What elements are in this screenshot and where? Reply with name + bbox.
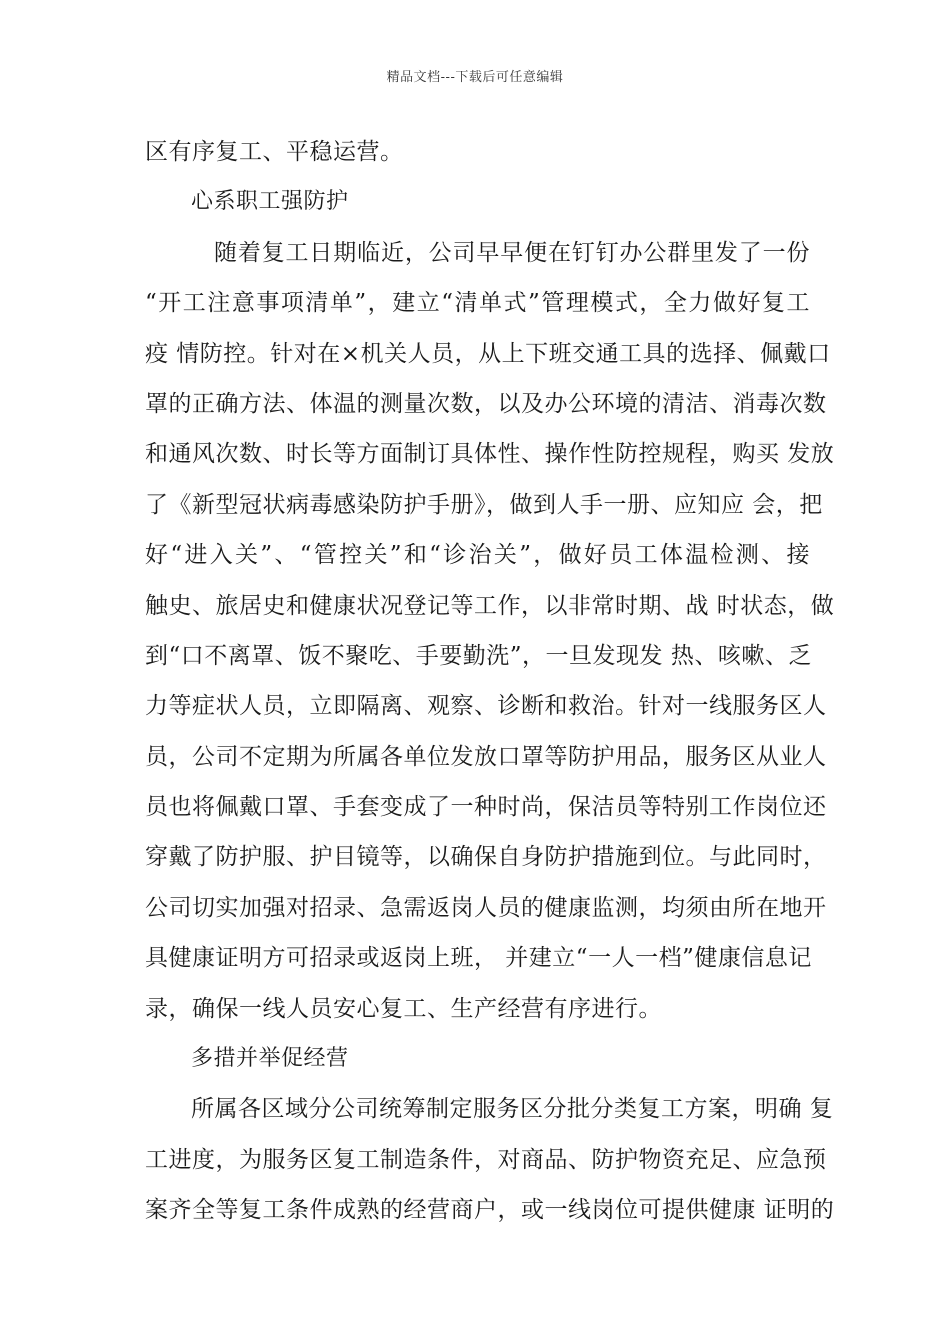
paragraph-line: 好“进入关”、“管控关”和“诊治关”，做好员工体温检测、接	[145, 542, 810, 569]
paragraph-line: 所属各区域分公司统筹制定服务区分批分类复工方案，明确 复	[191, 1096, 834, 1123]
paragraph-line: 公司切实加强对招录、急需返岗人员的健康监测，均须由所在地开	[145, 894, 827, 921]
paragraph-line: 力等症状人员，立即隔离、观察、诊断和救治。针对一线服务区人	[145, 693, 827, 720]
paragraph-line: 录，确保一线人员安心复工、生产经营有序进行。	[145, 995, 662, 1022]
paragraph-line: 触史、旅居史和健康状况登记等工作，以非常时期、战 时状态，做	[145, 592, 835, 619]
paragraph-line: 穿戴了防护服、护目镜等，以确保自身防护措施到位。与此同时，	[145, 844, 827, 871]
paragraph-line: 员也将佩戴口罩、手套变成了一种时尚，保洁员等特别工作岗位还	[145, 794, 827, 821]
document-body	[145, 127, 835, 1236]
paragraph-line: 罩的正确方法、体温的测量次数，以及办公环境的清洁、消毒次数	[145, 390, 827, 417]
paragraph-line: 了《新型冠状病毒感染防护手册》，做到人手一册、应知应 会，把	[145, 491, 823, 518]
paragraph-line: 和通风次数、时长等方面制订具体性、操作性防控规程，购买 发放	[145, 441, 835, 468]
page-header: 精品文档---下载后可任意编辑	[386, 70, 564, 85]
paragraph-line: 案齐全等复工条件成熟的经营商户，或一线岗位可提供健康 证明的	[145, 1197, 835, 1224]
paragraph-line: 具健康证明方可招录或返岗上班， 并建立“一人一档”健康信息记	[145, 945, 812, 972]
paragraph-line: 到“口不离罩、饭不聚吃、手要勤洗”，一旦发现发 热、咳嗽、乏	[145, 642, 812, 669]
section-heading: 心系职工强防护	[191, 189, 349, 215]
section-heading: 多措并举促经营	[191, 1046, 349, 1072]
paragraph-line: 疫 情防控。针对在×机关人员，从上下班交通工具的选择、佩戴口	[145, 340, 831, 367]
paragraph-line: “开工注意事项清单”，建立“清单式”管理模式，全力做好复工	[145, 290, 810, 317]
paragraph-line: 工进度，为服务区复工制造条件，对商品、防护物资充足、应急预	[145, 1146, 827, 1173]
paragraph-line: 随着复工日期临近，公司早早便在钉钉办公群里发了一份	[214, 239, 810, 266]
paragraph-line: 区有序复工、平稳运营。	[145, 139, 404, 165]
paragraph-line: 员，公司不定期为所属各单位发放口罩等防护用品，服务区从业人	[145, 743, 827, 770]
